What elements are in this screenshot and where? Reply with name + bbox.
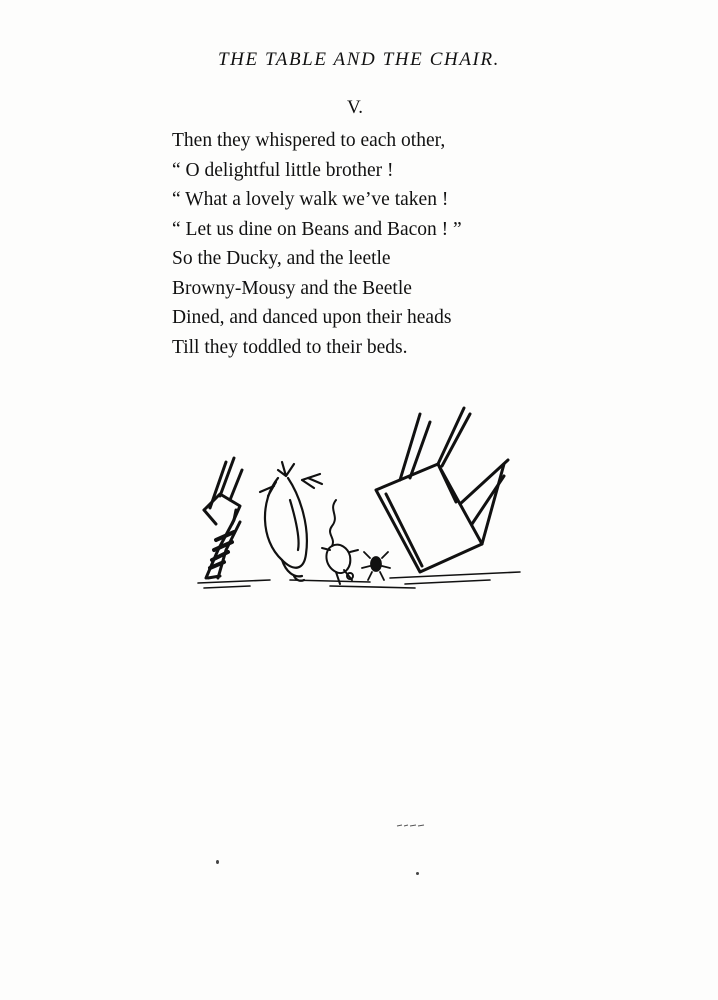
mouse-upside-down (322, 500, 358, 584)
verse-line: Dined, and danced upon their heads (172, 307, 452, 328)
verse-line: Then they whispered to each other, (172, 130, 446, 151)
table-upside-down (376, 408, 508, 572)
running-head: THE TABLE AND THE CHAIR. (217, 49, 501, 70)
verse-stanza (172, 126, 572, 362)
upside-down-dancers-illustration (190, 400, 530, 600)
verse-line: Browny-Mousy and the Beetle (172, 277, 412, 299)
stanza-number: V. (346, 97, 364, 118)
speck (416, 872, 419, 875)
duck-upside-down (260, 462, 322, 581)
printer-mark (396, 822, 426, 828)
verse-line: Till they toddled to their beds. (172, 336, 408, 358)
ground-lines (198, 572, 520, 588)
beetle (362, 552, 390, 580)
verse-line: “ Let us dine on Beans and Bacon ! ” (172, 218, 462, 240)
verse-line: So the Ducky, and the leetle (172, 248, 391, 269)
verse-line: “ O delightful little brother ! (172, 159, 394, 181)
verse-line: “ What a lovely walk we’ve taken ! (172, 189, 449, 210)
speck (216, 860, 219, 864)
chair-upside-down (204, 458, 242, 578)
